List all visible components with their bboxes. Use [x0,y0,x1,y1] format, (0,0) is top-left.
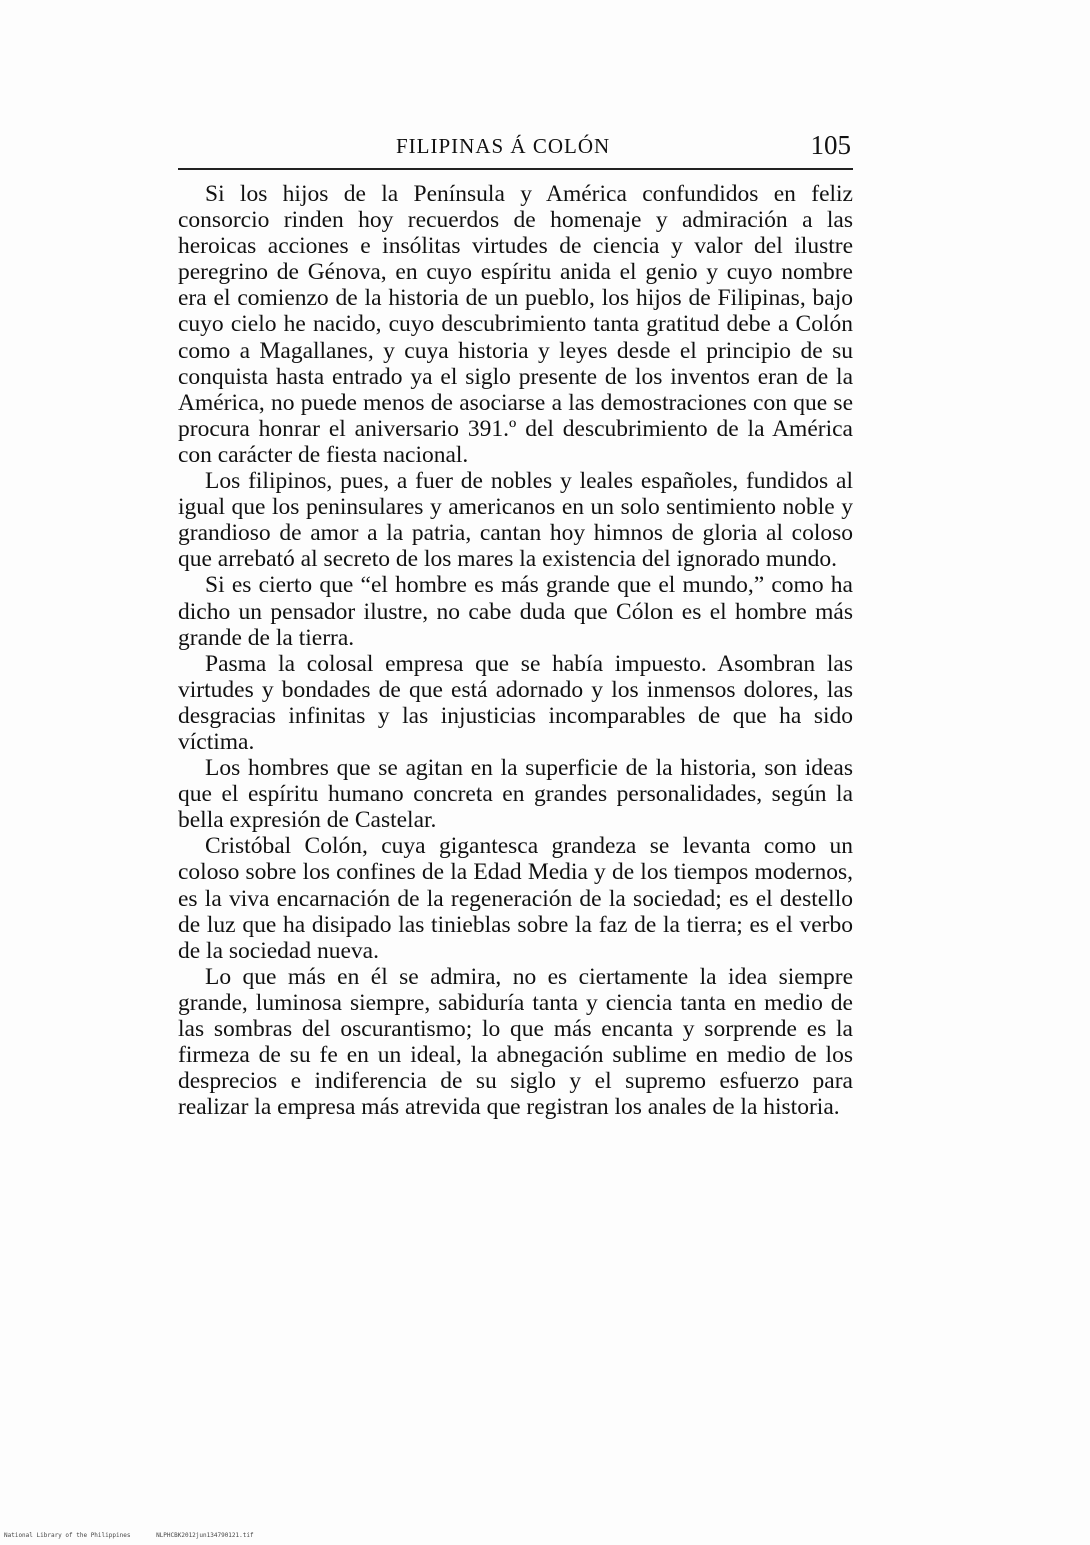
running-title: FILIPINAS Á COLÓN [396,134,611,158]
file-id: NLPHCBK2012jun134790121.tif [156,1532,254,1539]
paragraph: Cristóbal Colón, cuya gigantesca grandeza se levanta como un coloso sobre los confines de la Edad Media y de los tiempos modernos, es la viva encarnación de la regeneración de la sociedad; es el destello de luz que ha disipado las tinieblas sobre la faz de la tierra; es el verbo de la sociedad nueva. [178,833,853,964]
scan-footer [4,1532,276,1539]
running-head [178,128,853,168]
paragraph: Si es cierto que “el hombre es más grande que el mundo,” como ha dicho un pensador ilustre, no cabe duda que Cólon es el hombre más grande de la tierra. [178,572,853,651]
paragraph: Si los hijos de la Península y América confundidos en feliz consorcio rinden hoy recuerdos de homenaje y admiración a las heroicas acciones e insólitas virtudes de ciencia y valor del ilustre peregrino de Génova, en cuyo espíritu anida el genio y cuyo nombre era el comienzo de la historia de un pueblo, los hijos de Filipinas, bajo cuyo cielo he nacido, cuyo descubrimiento tanta gratitud debe a Colón como a Magallanes, y cuya historia y leyes desde el principio de su conquista hasta entrado ya el siglo presente de los inventos eran de la América, no puede menos de asociarse a las demostraciones con que se procura honrar el aniversario 391.º del descubrimiento de la América con carácter de fiesta nacional. [178,181,853,468]
paragraph: Los filipinos, pues, a fuer de nobles y leales españoles, fundidos al igual que los peninsulares y americanos en un solo sentimiento noble y grandioso de amor a la patria, cantan hoy himnos de gloria al coloso que arrebató al secreto de los mares la existencia del ignorado mundo. [178,468,853,573]
paragraph: Pasma la colosal empresa que se había impuesto. Asombran las virtudes y bondades de que está adornado y los inmensos dolores, las desgracias infinitas y las injusticias incomparables de que ha sido víctima. [178,650,853,755]
paragraph: Lo que más en él se admira, no es ciertamente la idea siempre grande, luminosa siempre, sabiduría tanta y ciencia tanta en medio de las sombras del oscurantismo; lo que más encanta y sorprende es la firmeza de su fe en un ideal, la abnegación sublime en medio de los desprecios e indiferencia de su siglo y el supremo esfuerzo para realizar la empresa más atrevida que registran los anales de la historia. [178,963,853,1121]
header-rule [178,168,853,170]
library-credit: National Library of the Philippines [4,1532,131,1539]
body-text [178,181,853,1120]
paragraph: Los hombres que se agitan en la superficie de la historia, son ideas que el espíritu humano concreta en grandes personalidades, según la bella expresión de Castelar. [178,755,853,834]
page-number: 105 [810,130,851,160]
